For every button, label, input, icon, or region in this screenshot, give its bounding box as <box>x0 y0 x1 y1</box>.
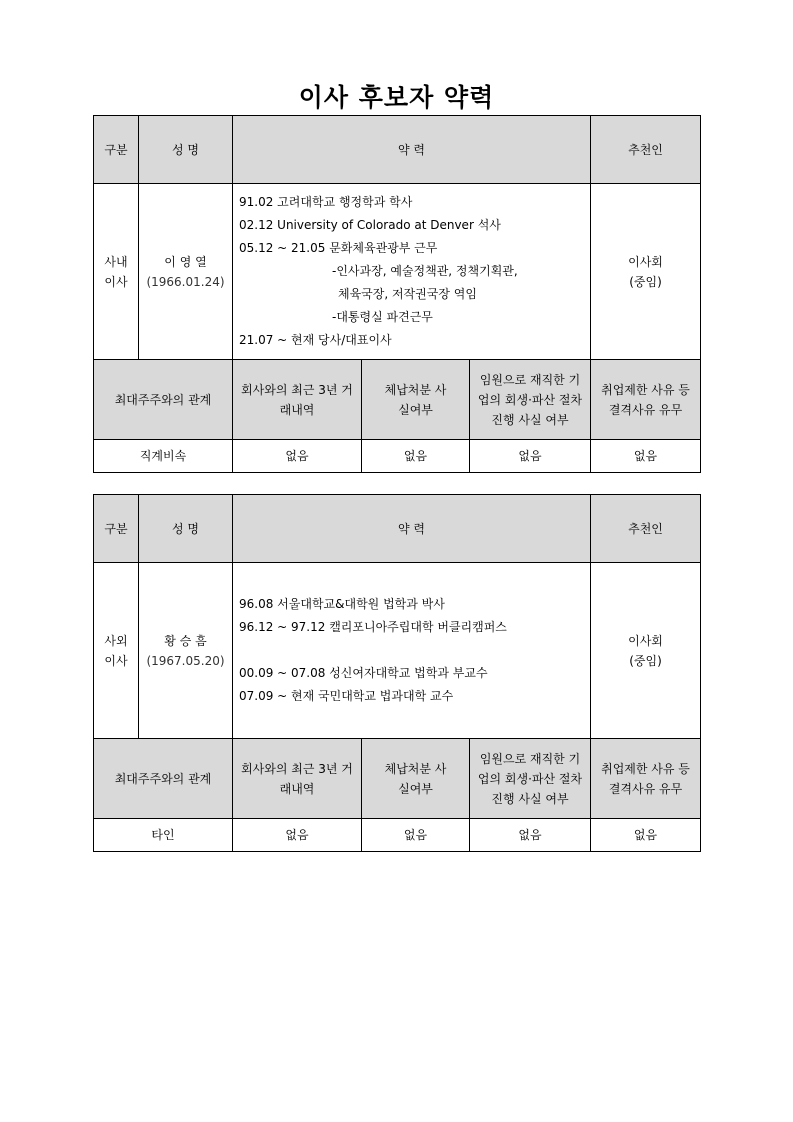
subheader-transactions: 회사와의 최근 3년 거래내역 <box>233 739 362 819</box>
header-recommender: 추천인 <box>591 495 701 563</box>
recommender-cell <box>591 563 701 739</box>
subheader-disqualification: 취업제한 사유 등 결격사유 유무 <box>591 739 701 819</box>
career-line: 91.02 고려대학교 행정학과 학사 <box>239 195 413 209</box>
header-category: 구분 <box>94 495 139 563</box>
recommender-cell <box>591 184 701 360</box>
position-line: 이사 <box>104 653 128 668</box>
header-category: 구분 <box>94 116 139 184</box>
career-line: 96.12 ~ 97.12 캘리포니아주립대학 버클리캠퍼스 <box>239 620 507 634</box>
career-line: 00.09 ~ 07.08 성신여자대학교 법학과 부교수 <box>239 666 488 680</box>
candidate-table-1 <box>93 115 701 473</box>
career-cell <box>233 184 591 360</box>
candidate-birth: (1967.05.20) <box>146 653 225 668</box>
career-line <box>239 639 590 662</box>
page-title: 이사 후보자 약력 <box>298 83 495 112</box>
career-line: 02.12 University of Colorado at Denver 석사 <box>239 218 501 232</box>
name-cell <box>139 184 233 360</box>
position-cell <box>94 184 139 360</box>
position-cell <box>94 563 139 739</box>
relation-value: 타인 <box>94 819 233 852</box>
career-line: 07.09 ~ 현재 국민대학교 법과대학 교수 <box>239 689 454 703</box>
transactions-value: 없음 <box>233 819 362 852</box>
disqualification-value: 없음 <box>591 440 701 473</box>
position-line: 이사 <box>104 274 128 289</box>
subheader-disqualification: 취업제한 사유 등 결격사유 유무 <box>591 360 701 440</box>
tax-default-value: 없음 <box>362 440 470 473</box>
tax-default-value: 없음 <box>362 819 470 852</box>
candidate-name: 이 영 열 <box>164 254 207 269</box>
transactions-value: 없음 <box>233 440 362 473</box>
candidate-name: 황 승 흠 <box>164 633 207 648</box>
subheader-insolvency: 임원으로 재직한 기업의 회생·파산 절차진행 사실 여부 <box>470 739 591 819</box>
career-line: 21.07 ~ 현재 당사/대표이사 <box>239 333 392 347</box>
relation-value: 직계비속 <box>94 440 233 473</box>
insolvency-value: 없음 <box>470 819 591 852</box>
subheader-transactions: 회사와의 최근 3년 거래내역 <box>233 360 362 440</box>
subheader-insolvency: 임원으로 재직한 기업의 회생·파산 절차진행 사실 여부 <box>470 360 591 440</box>
header-career: 약 력 <box>233 116 591 184</box>
candidate-table-2 <box>93 494 701 852</box>
recommender-line: (중임) <box>629 274 662 289</box>
disqualification-value: 없음 <box>591 819 701 852</box>
career-line: -인사과장, 예술정책관, 정책기획관, <box>332 264 518 278</box>
recommender-line: 이사회 <box>628 633 663 648</box>
candidate-birth: (1966.01.24) <box>146 274 225 289</box>
header-career: 약 력 <box>233 495 591 563</box>
subheader-tax-default: 체납처분 사실여부 <box>362 360 470 440</box>
position-line: 사외 <box>104 633 128 648</box>
career-line: 96.08 서울대학교&대학원 법학과 박사 <box>239 597 445 611</box>
position-line: 사내 <box>104 254 128 269</box>
recommender-line: (중임) <box>629 653 662 668</box>
name-cell <box>139 563 233 739</box>
career-line: -대통령실 파견근무 <box>332 310 433 324</box>
subheader-tax-default: 체납처분 사실여부 <box>362 739 470 819</box>
header-name: 성 명 <box>139 116 233 184</box>
insolvency-value: 없음 <box>470 440 591 473</box>
career-cell <box>233 563 591 739</box>
header-name: 성 명 <box>139 495 233 563</box>
subheader-relation: 최대주주와의 관계 <box>94 360 233 440</box>
recommender-line: 이사회 <box>628 254 663 269</box>
header-recommender: 추천인 <box>591 116 701 184</box>
subheader-relation: 최대주주와의 관계 <box>94 739 233 819</box>
career-line: 체육국장, 저작권국장 역임 <box>338 287 477 301</box>
career-line: 05.12 ~ 21.05 문화체육관광부 근무 <box>239 241 438 255</box>
